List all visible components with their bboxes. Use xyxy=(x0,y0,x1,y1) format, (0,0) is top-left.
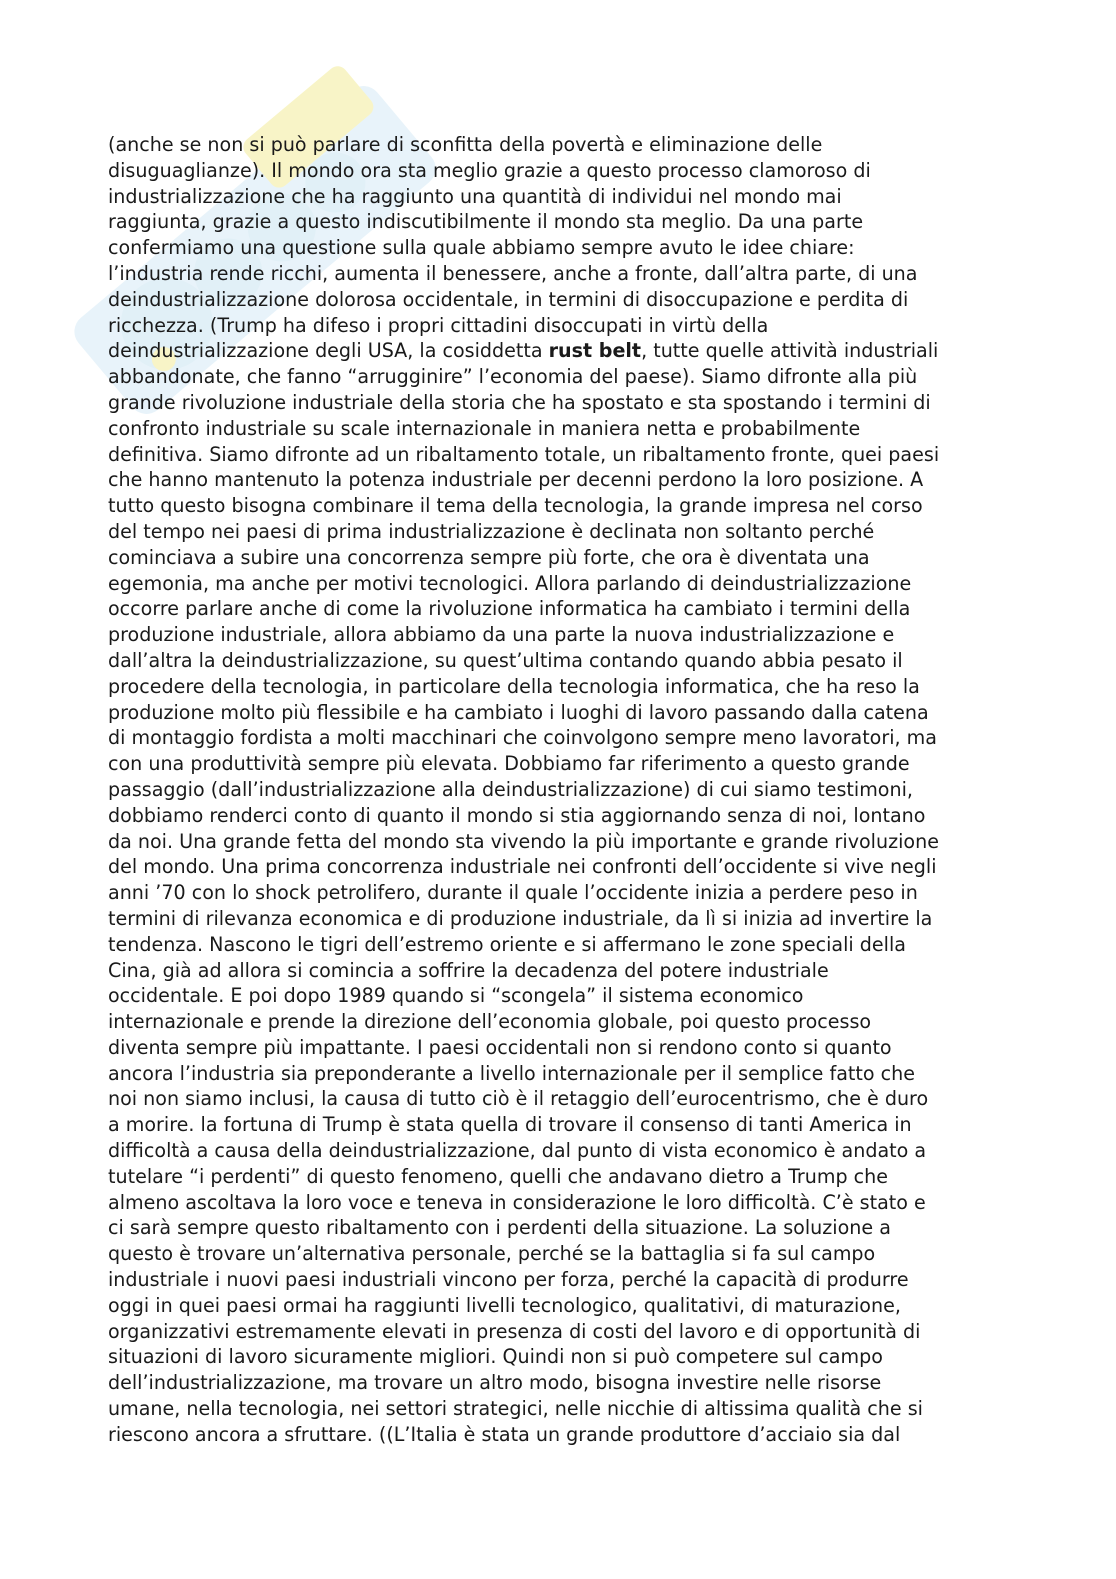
text-line: noi non siamo inclusi, la causa di tutto ciò è il retaggio dell’eurocentrismo, che è duro xyxy=(108,1087,929,1111)
text-line: raggiunta, grazie a questo indiscutibilmente il mondo sta meglio. Da una parte xyxy=(108,210,864,234)
text-line: oggi in quei paesi ormai ha raggiunti livelli tecnologico, qualitativi, di maturazione, xyxy=(108,1293,901,1317)
text-line: ci sarà sempre questo ribaltamento con i perdenti della situazione. La soluzione a xyxy=(108,1216,891,1240)
text-line: del mondo. Una prima concorrenza industriale nei confronti dell’occidente si vive negli xyxy=(108,855,937,879)
text-line: occidentale. E poi dopo 1989 quando si “scongela” il sistema economico xyxy=(108,984,804,1008)
document-body xyxy=(108,132,1008,1448)
text-line: ancora l’industria sia preponderante a livello internazionale per il semplice fatto che xyxy=(108,1061,915,1085)
text-line: questo è trovare un’alternativa personale, perché se la battaglia si fa sul campo xyxy=(108,1242,876,1266)
text-line: riescono ancora a sfruttare. ((L’Italia è stata un grande produttore d’acciaio sia dal xyxy=(108,1422,901,1446)
text-line: dobbiamo renderci conto di quanto il mondo si stia aggiornando senza di noi, lontano xyxy=(108,803,926,827)
text-line: industriale i nuovi paesi industriali vincono per forza, perché la capacità di produrre xyxy=(108,1268,909,1292)
text-line: difficoltà a causa della deindustrializzazione, dal punto di vista economico è andato a xyxy=(108,1139,927,1163)
text-line: che hanno mantenuto la potenza industriale per decenni perdono la loro posizione. A xyxy=(108,468,924,492)
text-line: tendenza. Nascono le tigri dell’estremo oriente e si affermano le zone speciali della xyxy=(108,932,906,956)
text-fragment: deindustrializzazione degli USA, la cosiddetta xyxy=(108,339,549,363)
text-line: (anche se non si può parlare di sconfitta della povertà e eliminazione delle xyxy=(108,133,823,156)
text-line: tutto questo bisogna combinare il tema della tecnologia, la grande impresa nel corso xyxy=(108,494,923,518)
text-line: ricchezza. (Trump ha difeso i propri cittadini disoccupati in virtù della xyxy=(108,313,769,337)
text-line: produzione industriale, allora abbiamo da una parte la nuova industrializzazione e xyxy=(108,623,895,647)
text-line: cominciava a subire una concorrenza sempre più forte, che ora è diventata una xyxy=(108,545,870,569)
text-line: passaggio (dall’industrializzazione alla deindustrializzazione) di cui siamo testimoni, xyxy=(108,777,913,801)
text-line: internazionale e prende la direzione dell’economia globale, poi questo processo xyxy=(108,1010,872,1034)
text-line: procedere della tecnologia, in particolare della tecnologia informatica, che ha reso la xyxy=(108,674,920,698)
text-line: abbandonate, che fanno “arrugginire” l’economia del paese). Siamo difronte alla più xyxy=(108,365,918,389)
text-line: deindustrializzazione dolorosa occidentale, in termini di disoccupazione e perdita di xyxy=(108,287,909,311)
text-line: situazioni di lavoro sicuramente migliori. Quindi non si può competere sul campo xyxy=(108,1345,883,1369)
text-line: dall’altra la deindustrializzazione, su quest’ultima contando quando abbia pesato il xyxy=(108,648,903,672)
text-line: definitiva. Siamo difronte ad un ribaltamento totale, un ribaltamento fronte, quei paesi xyxy=(108,442,940,466)
text-fragment: , tutte quelle attività industriali xyxy=(641,339,939,363)
text-line-rust-belt xyxy=(108,338,1008,364)
text-line: termini di rilevanza economica e di produzione industriale, da lì si inizia ad invertire la xyxy=(108,906,933,930)
text-line: tutelare “i perdenti” di questo fenomeno, quelli che andavano dietro a Trump che xyxy=(108,1164,889,1188)
text-line: almeno ascoltava la loro voce e teneva in considerazione le loro difficoltà. C’è stato e xyxy=(108,1190,926,1214)
text-line: industrializzazione che ha raggiunto una quantità di individui nel mondo mai xyxy=(108,184,842,208)
text-line: di montaggio fordista a molti macchinari che coinvolgono sempre meno lavoratori, ma xyxy=(108,726,937,750)
text-line: Cina, già ad allora si comincia a soffrire la decadenza del potere industriale xyxy=(108,958,829,982)
text-line: disuguaglianze). Il mondo ora sta meglio grazie a questo processo clamoroso di xyxy=(108,158,871,182)
text-line: del tempo nei paesi di prima industrializzazione è declinata non soltanto perché xyxy=(108,519,875,543)
text-line: organizzativi estremamente elevati in presenza di costi del lavoro e di opportunità di xyxy=(108,1319,921,1343)
text-line: produzione molto più flessibile e ha cambiato i luoghi di lavoro passando dalla catena xyxy=(108,700,929,724)
text-line: anni ’70 con lo shock petrolifero, durante il quale l’occidente inizia a perdere peso in xyxy=(108,881,918,905)
text-line: egemonia, ma anche per motivi tecnologici. Allora parlando di deindustrializzazione xyxy=(108,571,912,595)
text-line: con una produttività sempre più elevata. Dobbiamo far riferimento a questo grande xyxy=(108,752,910,776)
text-line: a morire. la fortuna di Trump è stata quella di trovare il consenso di tanti America in xyxy=(108,1113,912,1137)
text-line: occorre parlare anche di come la rivoluzione informatica ha cambiato i termini della xyxy=(108,597,911,621)
text-line: l’industria rende ricchi, aumenta il benessere, anche a fronte, dall’altra parte, di una xyxy=(108,261,918,285)
text-line: dell’industrializzazione, ma trovare un altro modo, bisogna investire nelle risorse xyxy=(108,1371,882,1395)
text-line: confermiamo una questione sulla quale abbiamo sempre avuto le idee chiare: xyxy=(108,236,855,260)
text-line: umane, nella tecnologia, nei settori strategici, nelle nicchie di altissima qualità che si xyxy=(108,1397,923,1421)
text-line: grande rivoluzione industriale della storia che ha spostato e sta spostando i termini di xyxy=(108,390,931,414)
text-line: confronto industriale su scale internazionale in maniera netta e probabilmente xyxy=(108,416,861,440)
term-rust-belt: rust belt xyxy=(548,339,642,363)
text-line: diventa sempre più impattante. I paesi occidentali non si rendono conto si quanto xyxy=(108,1035,892,1059)
text-line: da noi. Una grande fetta del mondo sta vivendo la più importante e grande rivoluzione xyxy=(108,829,939,853)
